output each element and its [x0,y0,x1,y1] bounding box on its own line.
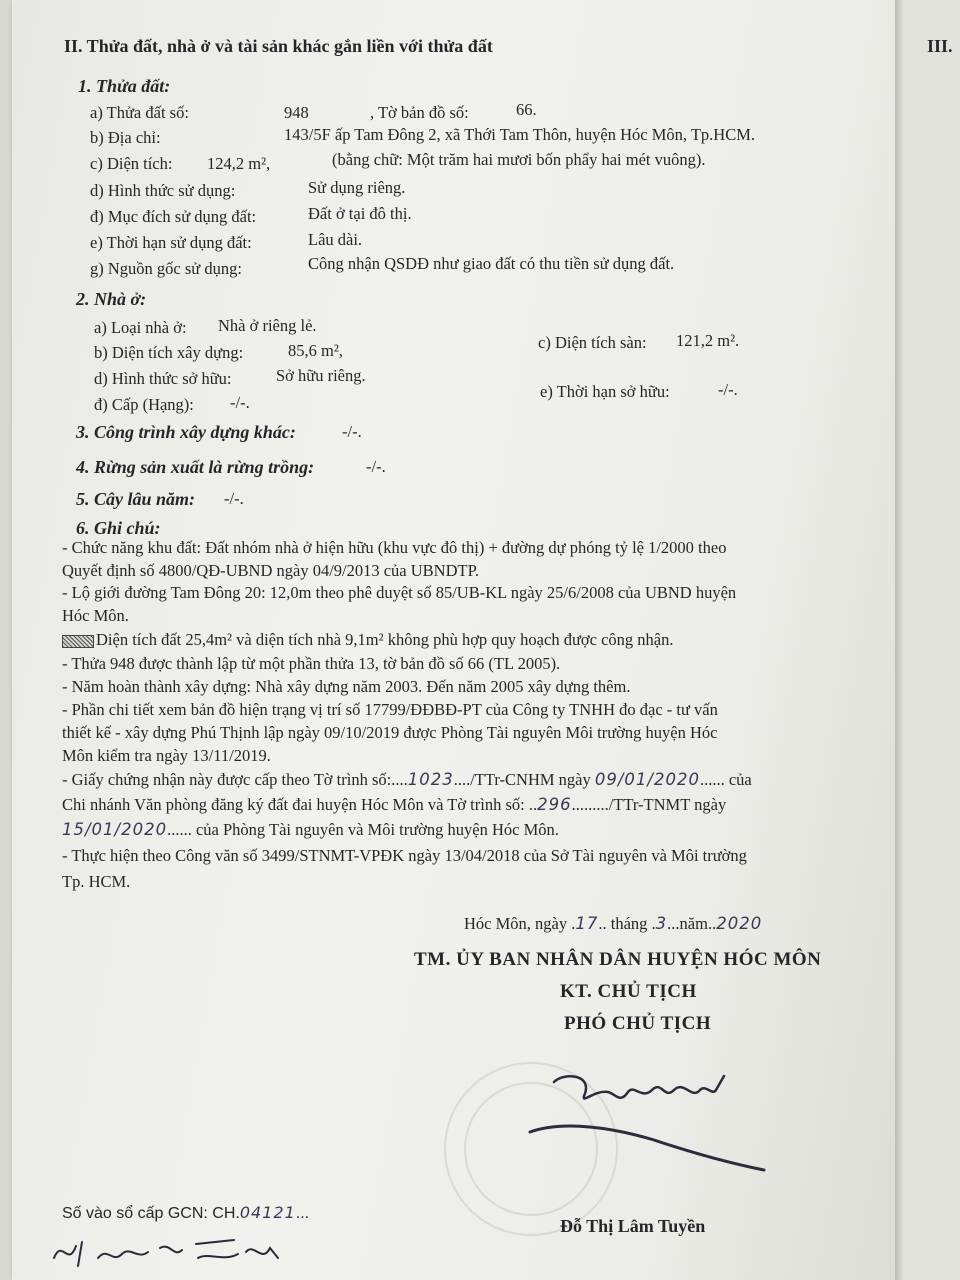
origin-value: Công nhận QSDĐ như giao đất có thu tiền sử dụng đất. [308,254,675,273]
term-label: e) Thời hạn sử dụng đất: [90,233,252,252]
forest-heading: 4. Rừng sản xuất là rừng trồng: [76,457,315,477]
date-place: Hóc Môn, ngày [464,914,568,933]
parcel-label: a) Thửa đất số: [90,103,189,122]
purpose-label: đ) Mục đích sử dụng đất: [90,207,257,226]
parcel-number: 948 [284,103,309,122]
note-line: - Thực hiện theo Công văn số 3499/STNMT-VPĐK ngày 13/04/2018 của Sở Tài nguyên và Môi trường [62,846,747,865]
land-heading: 1. Thửa đất: [78,76,171,96]
signing-organization: TM. ỦY BAN NHÂN DÂN HUYỆN HÓC MÔN [414,949,822,970]
cert-line-1: - Giấy chứng nhận này được cấp theo Tờ trình số:....1023..../TTr-CNHM ngày 09/01/2020...... của [62,770,752,789]
next-page-section-title: III. [927,36,953,56]
build-area-label: b) Diện tích xây dựng: [94,343,244,362]
own-term-label: e) Thời hạn sở hữu: [540,382,670,401]
note-line: - Phần chi tiết xem bản đồ hiện trạng vị trí số 17799/ĐĐBĐ-PT của Công ty TNHH đo đạc - tư vấn [62,700,718,719]
floor-area-label: c) Diện tích sàn: [538,333,647,352]
forest-value: -/-. [366,457,386,476]
signature-scribble [524,1070,774,1180]
registry-number-handwritten: 04121 [239,1203,296,1222]
perennial-heading: 5. Cây lâu năm: [76,489,196,509]
use-form-label: d) Hình thức sử dụng: [90,181,236,200]
note-line: - Năm hoàn thành xây dựng: Nhà xây dựng năm 2003. Đến năm 2005 xây dựng thêm. [62,677,631,696]
other-works-heading: 3. Công trình xây dựng khác: [76,422,296,442]
note-line: Quyết định số 4800/QĐ-UBND ngày 04/9/2013 của UBNDTP. [62,561,480,580]
cert-number-1-handwritten: 1023 [407,770,454,789]
next-page-edge [905,0,960,1280]
floor-area-value: 121,2 m². [676,331,740,350]
cert-number-2-handwritten: 296 [537,795,572,814]
note-line: - Chức năng khu đất: Đất nhóm nhà ở hiện hữu (khu vực đô thị) + đường dự phóng tỷ lệ 1/2000 theo [62,538,727,557]
use-form-value: Sử dụng riêng. [308,178,406,197]
cert-line-2-b: /TTr-TNMT ngày [608,795,727,814]
own-term-value: -/-. [718,380,738,399]
date-month-handwritten: 3 [655,914,668,933]
grade-label: đ) Cấp (Hạng): [94,395,194,414]
hatch-legend-icon [62,635,94,648]
other-works-value: -/-. [342,422,362,441]
purpose-value: Đất ở tại đô thị. [308,204,412,223]
note-line: - Thửa 948 được thành lập từ một phần thửa 13, tờ bản đồ số 66 (TL 2005). [62,654,561,673]
note-line: Hóc Môn. [62,606,129,625]
notes-heading: 6. Ghi chú: [76,518,161,538]
cert-date-2-handwritten: 15/01/2020 [62,820,168,839]
ownership-label: d) Hình thức sở hữu: [94,369,232,388]
signing-role-2: PHÓ CHỦ TỊCH [564,1013,712,1034]
grade-value: -/-. [230,393,250,412]
cert-line-3-text: của Phòng Tài nguyên và Môi trường huyện Hóc Môn. [195,820,559,839]
handwritten-initials-scribble [48,1228,308,1273]
signer-name: Đỗ Thị Lâm Tuyền [560,1216,706,1236]
ownership-value: Sở hữu riêng. [276,366,366,385]
date-line: Hóc Môn, ngày .17.. tháng .3...năm..2020 [464,914,763,933]
note-line-text: Diện tích đất 25,4m² và diện tích nhà 9,1m² không phù hợp quy hoạch được công nhận. [96,630,674,649]
cert-line-3: 15/01/2020...... của Phòng Tài nguyên và Môi trường huyện Hóc Môn. [62,820,559,839]
cert-line-2: Chi nhánh Văn phòng đăng ký đất đai huyện Hóc Môn và Tờ trình số: ..296........./TTr-TNMT ngày [62,795,727,814]
house-type-label: a) Loại nhà ở: [94,318,187,337]
date-year-label: năm [679,914,708,933]
cert-line-1-b: /TTr-CNHM ngày [470,770,591,789]
date-day-handwritten: 17 [575,914,599,933]
note-line: Môn kiểm tra ngày 13/11/2019. [62,746,271,765]
cert-line-1-a: - Giấy chứng nhận này được cấp theo Tờ trình số: [62,770,392,789]
signing-role-1: KT. CHỦ TỊCH [560,981,697,1002]
address-label: b) Địa chỉ: [90,128,161,147]
map-number: 66. [516,100,537,119]
cert-date-1-handwritten: 09/01/2020 [594,770,700,789]
registry-line: Số vào sổ cấp GCN: CH.04121... [62,1203,310,1222]
build-area-value: 85,6 m², [288,341,343,360]
area-value: 124,2 m², [207,154,271,173]
cert-line-2-a: Chi nhánh Văn phòng đăng ký đất đai huyện Hóc Môn và Tờ trình số: [62,795,525,814]
map-label: , Tờ bản đồ số: [370,103,469,122]
address-value: 143/5F ấp Tam Đông 2, xã Thới Tam Thôn, huyện Hóc Môn, Tp.HCM. [284,125,755,144]
area-label: c) Diện tích: [90,154,173,173]
page-fold [895,0,905,1280]
note-line-hatched [62,630,673,650]
term-value: Lâu dài. [308,230,363,249]
cert-line-1-c: của [728,770,752,789]
note-line: Tp. HCM. [62,872,131,891]
date-month-label: tháng [610,914,648,933]
area-words: (bằng chữ: Một trăm hai mươi bốn phẩy hai mét vuông). [332,150,706,169]
note-line: thiết kế - xây dựng Phú Thịnh lập ngày 09/10/2019 được Phòng Tài nguyên Môi trường huyện Hóc [62,723,718,742]
document-page [12,0,912,1280]
registry-label: Số vào sổ cấp GCN: CH. [62,1205,240,1222]
date-year-handwritten: 2020 [716,914,763,933]
house-heading: 2. Nhà ở: [76,289,147,309]
origin-label: g) Nguồn gốc sử dụng: [90,259,242,278]
house-type-value: Nhà ở riêng lẻ. [218,316,317,335]
section-title: II. Thửa đất, nhà ở và tài sản khác gắn liền với thửa đất [64,36,493,56]
note-line: - Lộ giới đường Tam Đông 20: 12,0m theo phê duyệt số 85/UB-KL ngày 25/6/2008 của UBND huyện [62,583,737,602]
perennial-value: -/-. [224,489,244,508]
